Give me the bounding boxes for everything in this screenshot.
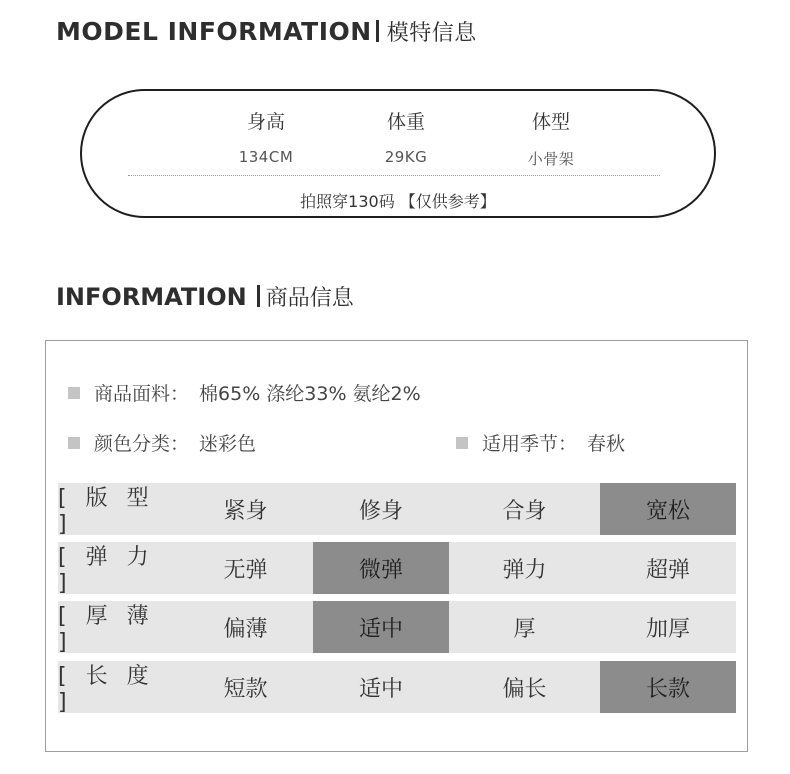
- option-cell: 加厚: [645, 616, 690, 642]
- option-cell: 紧身: [223, 498, 268, 524]
- option-cell: 修身: [358, 498, 403, 524]
- option-cell: 合身: [502, 498, 547, 524]
- info-title-cn: 商品信息: [265, 286, 354, 311]
- stat-value: 小骨架: [527, 150, 575, 168]
- stat-body-type: [481, 107, 621, 169]
- attribute-row-thickness: [58, 601, 736, 653]
- color-value: 迷彩色: [199, 433, 257, 455]
- row-header: [ 长 度 ]: [58, 664, 155, 715]
- attribute-row-fit: [58, 483, 736, 535]
- option-cell: 超弹: [645, 557, 690, 583]
- option-cell: 弹力: [502, 557, 547, 583]
- model-information-heading: [56, 16, 477, 47]
- model-title-cn: 模特信息: [386, 21, 477, 46]
- bullet-square-icon: [68, 387, 80, 399]
- row-header: [ 版 型 ]: [58, 486, 155, 537]
- option-cell: 无弹: [223, 557, 268, 583]
- option-cell: 宽松: [600, 483, 736, 535]
- info-title-en: INFORMATION: [56, 283, 247, 311]
- option-cell: 适中: [358, 676, 403, 702]
- row-header: [ 弹 力 ]: [58, 545, 155, 596]
- model-stats-card: [80, 89, 716, 218]
- stat-height: [196, 107, 336, 166]
- season-info: [456, 429, 625, 456]
- option-cell: 偏薄: [223, 616, 268, 642]
- option-cell: 偏长: [502, 676, 547, 702]
- attribute-row-length: [58, 661, 736, 713]
- size-note: 拍照穿130码 【仅供参考】: [300, 192, 496, 211]
- fabric-value: 棉65% 涤纶33% 氨纶2%: [199, 383, 421, 405]
- option-cell: 长款: [600, 661, 736, 713]
- row-header: [ 厚 薄 ]: [58, 604, 155, 655]
- option-cell: 厚: [513, 616, 536, 642]
- fabric-label: 商品面料：: [94, 383, 190, 405]
- season-value: 春秋: [587, 433, 626, 455]
- stat-weight: [336, 107, 476, 166]
- product-info-panel: [45, 340, 748, 752]
- option-cell: 适中: [313, 601, 449, 653]
- stat-label: 身高: [246, 111, 285, 133]
- model-title-en: MODEL INFORMATION: [56, 17, 372, 46]
- stat-label: 体重: [386, 111, 425, 133]
- stat-label: 体型: [531, 111, 570, 133]
- bullet-square-icon: [456, 437, 468, 449]
- title-divider: [376, 20, 379, 42]
- option-cell: 短款: [223, 676, 268, 702]
- fabric-info: [68, 379, 421, 406]
- color-info: [68, 429, 256, 456]
- season-label: 适用季节：: [482, 433, 578, 455]
- attribute-row-elasticity: [58, 542, 736, 594]
- bullet-square-icon: [68, 437, 80, 449]
- stat-value: 134CM: [238, 148, 294, 166]
- title-divider: [257, 285, 260, 307]
- option-cell: 微弹: [313, 542, 449, 594]
- information-heading: [56, 281, 354, 312]
- stat-value: 29KG: [384, 148, 428, 166]
- color-label: 颜色分类：: [94, 433, 190, 455]
- dotted-divider: [128, 175, 660, 176]
